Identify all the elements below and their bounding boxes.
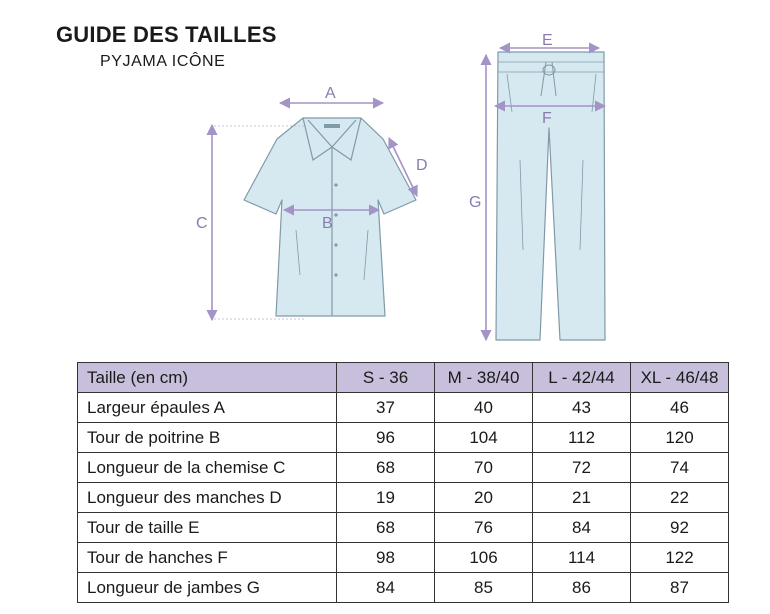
row-label: Longueur de jambes G — [78, 573, 337, 603]
table-cell: 85 — [435, 573, 533, 603]
table-cell: 68 — [337, 513, 435, 543]
table-cell: 19 — [337, 483, 435, 513]
table-cell: 84 — [337, 573, 435, 603]
table-header-row — [78, 363, 729, 393]
table-cell: 106 — [435, 543, 533, 573]
table-cell: 76 — [435, 513, 533, 543]
table-row — [78, 453, 729, 483]
table-cell: 86 — [533, 573, 631, 603]
table-row — [78, 573, 729, 603]
page-title: GUIDE DES TAILLES — [56, 22, 277, 47]
page-subtitle: PYJAMA ICÔNE — [100, 53, 226, 70]
header-cell: L - 42/44 — [533, 363, 631, 393]
table-cell: 40 — [435, 393, 533, 423]
table-cell: 21 — [533, 483, 631, 513]
label-f: F — [542, 110, 552, 127]
table-cell: 104 — [435, 423, 533, 453]
table-cell: 98 — [337, 543, 435, 573]
table-cell: 120 — [631, 423, 729, 453]
label-g: G — [469, 194, 482, 211]
table-row — [78, 513, 729, 543]
table-cell: 68 — [337, 453, 435, 483]
table-cell: 46 — [631, 393, 729, 423]
pants-illustration — [496, 52, 605, 340]
label-b: B — [322, 215, 333, 232]
table-row — [78, 423, 729, 453]
table-cell: 87 — [631, 573, 729, 603]
row-label: Longueur de la chemise C — [78, 453, 337, 483]
table-cell: 92 — [631, 513, 729, 543]
table-cell: 74 — [631, 453, 729, 483]
table-row — [78, 543, 729, 573]
header-cell: Taille (en cm) — [78, 363, 337, 393]
table-cell: 96 — [337, 423, 435, 453]
table-cell: 122 — [631, 543, 729, 573]
table-cell: 20 — [435, 483, 533, 513]
label-c: C — [196, 215, 208, 232]
header-cell: S - 36 — [337, 363, 435, 393]
table-row — [78, 483, 729, 513]
table-cell: 70 — [435, 453, 533, 483]
header-cell: XL - 46/48 — [631, 363, 729, 393]
row-label: Longueur des manches D — [78, 483, 337, 513]
table-cell: 37 — [337, 393, 435, 423]
table-cell: 114 — [533, 543, 631, 573]
size-table — [77, 362, 729, 603]
table-cell: 112 — [533, 423, 631, 453]
row-label: Largeur épaules A — [78, 393, 337, 423]
label-e: E — [542, 32, 553, 49]
table-cell: 22 — [631, 483, 729, 513]
row-label: Tour de hanches F — [78, 543, 337, 573]
label-d: D — [416, 157, 428, 174]
table-cell: 72 — [533, 453, 631, 483]
table-cell: 43 — [533, 393, 631, 423]
header-cell: M - 38/40 — [435, 363, 533, 393]
label-a: A — [325, 85, 336, 102]
row-label: Tour de taille E — [78, 513, 337, 543]
table-cell: 84 — [533, 513, 631, 543]
table-row — [78, 393, 729, 423]
row-label: Tour de poitrine B — [78, 423, 337, 453]
